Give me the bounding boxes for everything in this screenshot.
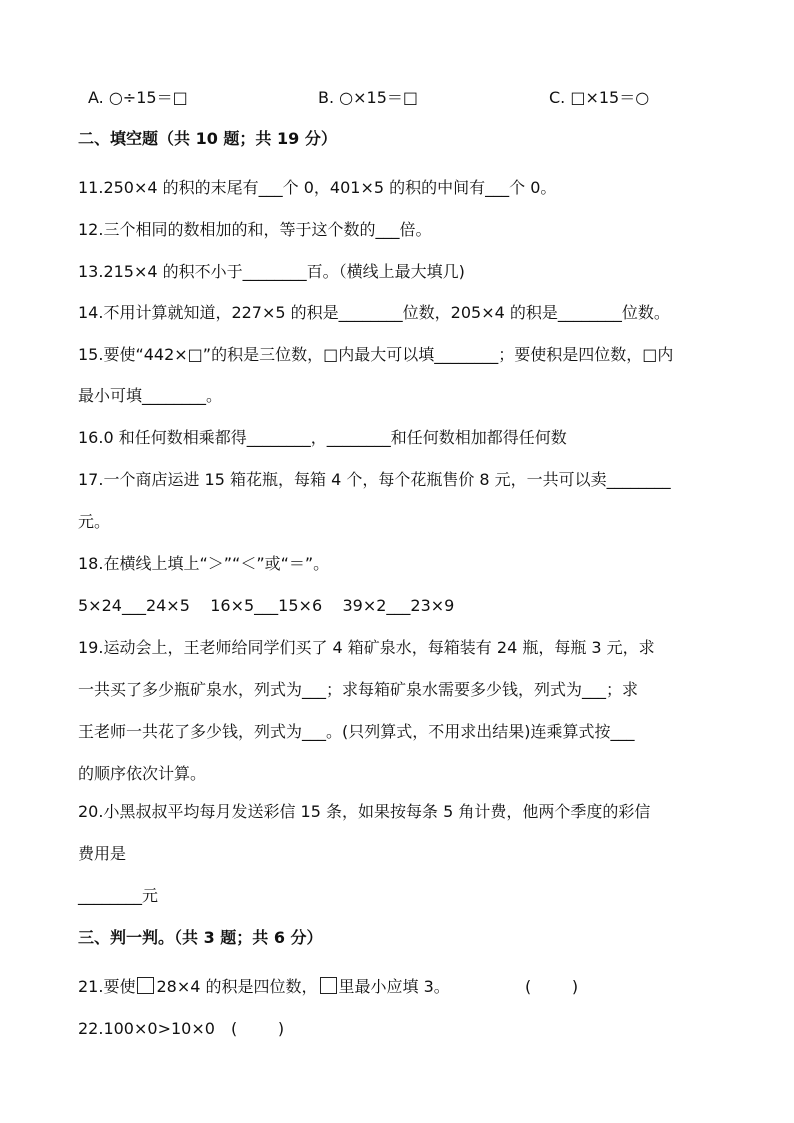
question-20-line-3: ________元 bbox=[78, 886, 159, 905]
question-21 bbox=[78, 976, 450, 998]
question-19-line-1: 19.运动会上，王老师给同学们买了 4 箱矿泉水，每箱装有 24 瓶，每瓶 3 元，求 bbox=[78, 638, 655, 657]
question-18-items: 5×24___24×5 16×5___15×6 39×2___23×9 bbox=[78, 596, 455, 615]
question-12: 12.三个相同的数相加的和，等于这个数的___倍。 bbox=[78, 220, 432, 239]
option-b: B. ○×15＝□ bbox=[318, 88, 418, 107]
question-15-line-2: 最小可填________。 bbox=[78, 386, 223, 405]
question-19-line-3: 王老师一共花了多少钱，列式为___。(只列算式，不用求出结果)连乘算式按___ bbox=[78, 722, 635, 741]
question-20-line-2: 费用是 bbox=[78, 844, 127, 863]
question-13: 13.215×4 的积不小于________百。（横线上最大填几) bbox=[78, 262, 465, 281]
question-21-middle: 28×4 的积是四位数， bbox=[156, 977, 318, 996]
section-2-heading: 二、填空题（共 10 题；共 19 分） bbox=[78, 129, 337, 148]
blank-box-icon bbox=[320, 977, 337, 994]
question-22: 22.100×0>10×0 bbox=[78, 1019, 215, 1038]
question-11: 11.250×4 的积的末尾有___个 0，401×5 的积的中间有___个 0。 bbox=[78, 178, 557, 197]
question-21-answer-paren: ( ) bbox=[525, 977, 579, 996]
question-18: 18.在横线上填上“＞”“＜”或“＝”。 bbox=[78, 554, 330, 573]
question-21-prefix: 21.要使 bbox=[78, 977, 136, 996]
blank-box-icon bbox=[137, 977, 154, 994]
question-17-line-2: 元。 bbox=[78, 512, 111, 531]
question-16: 16.0 和任何数相乘都得________，________和任何数相加都得任何数 bbox=[78, 428, 567, 447]
section-3-heading: 三、判一判。（共 3 题；共 6 分） bbox=[78, 928, 323, 947]
question-20-line-1: 20.小黑叔叔平均每月发送彩信 15 条，如果按每条 5 角计费，他两个季度的彩信 bbox=[78, 802, 651, 821]
question-22-answer-paren: ( ) bbox=[231, 1019, 285, 1038]
question-14: 14.不用计算就知道，227×5 的积是________位数，205×4 的积是________位数。 bbox=[78, 303, 670, 322]
question-21-suffix: 里最小应填 3。 bbox=[338, 977, 450, 996]
option-a: A. ○÷15＝□ bbox=[88, 88, 188, 107]
question-19-line-4: 的顺序依次计算。 bbox=[78, 764, 207, 783]
question-19-line-2: 一共买了多少瓶矿泉水，列式为___；求每箱矿泉水需要多少钱，列式为___；求 bbox=[78, 680, 639, 699]
question-15-line-1: 15.要使“442×□”的积是三位数，□内最大可以填________；要使积是四位数，□内 bbox=[78, 345, 674, 364]
question-17-line-1: 17.一个商店运进 15 箱花瓶，每箱 4 个，每个花瓶售价 8 元，一共可以卖________ bbox=[78, 470, 671, 489]
option-c: C. □×15＝○ bbox=[549, 88, 650, 107]
